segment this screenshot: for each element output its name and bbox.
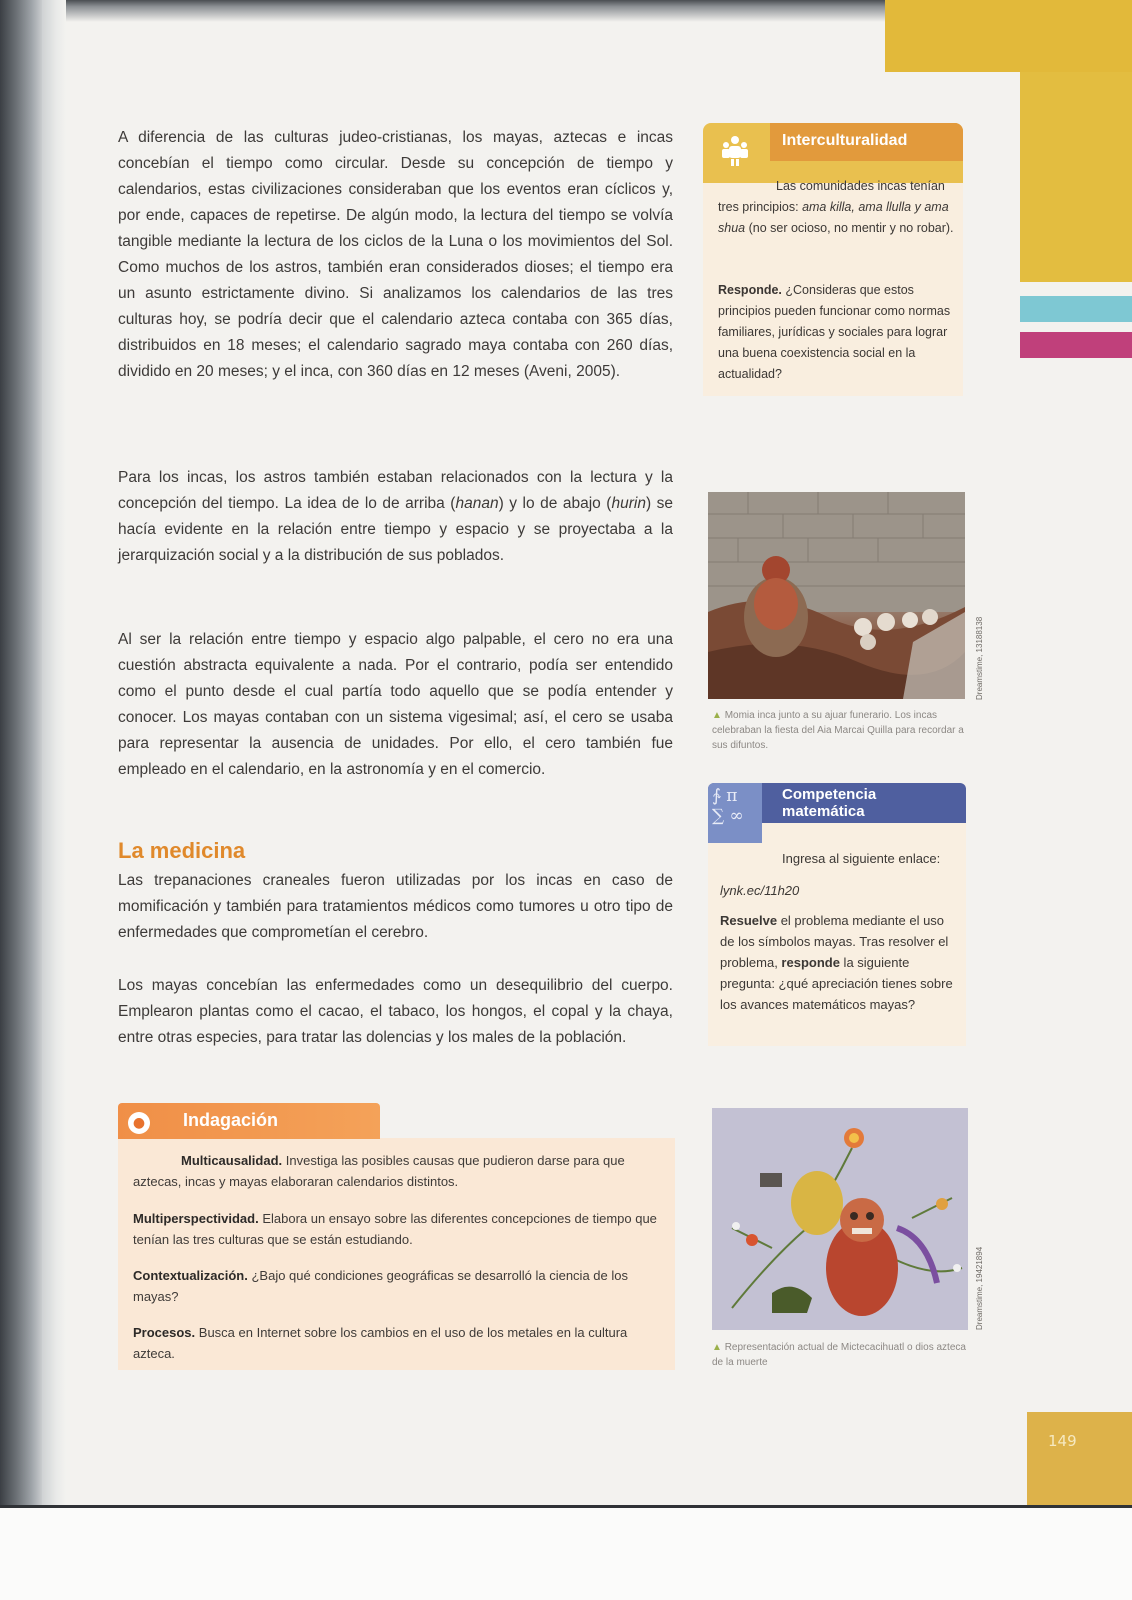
paragraph-calendars: [118, 125, 673, 385]
caption-triangle-icon: ▲: [712, 710, 725, 721]
indagacion-title: Indagación: [183, 1110, 279, 1130]
eye-icon: ●: [128, 1112, 150, 1134]
caption-triangle-icon: ▲: [712, 1342, 725, 1353]
indagacion-item-multiperspectividad: Multiperspectividad. Elabora un ensayo sobre las diferentes concepciones de tiempo que tenían las tres culturas que se están estudiando.: [133, 1211, 657, 1247]
paragraph-cero: [118, 627, 673, 783]
paragraph-1-text: A diferencia de las culturas judeo-cristianas, los mayas, aztecas e incas concebían el tiempo como circular. Desde su concepción de tiempo y calendarios, estas civilizaciones consideraban que los eventos eran cíclicos y, por ende, capaces de repetirse. De algún modo, la lectura del tiempo se volvía tangible mediante la lectura de los ciclos de la Luna o los movimientos del Sol. Como muchos de los astros, también eran considerados dioses; el tiempo era un asunto estrictamente divino. Si analizamos los calendarios de las tres culturas hoy, se podría decir que el calendario azteca contaba con 365 días, distribuidos en 18 meses; el calendario sagrado maya contaba con 260 días, dividido en 20 meses; y el inca, con 360 días en 12 meses (Aveni, 2005).: [118, 129, 673, 380]
page-number-tab: [1027, 1412, 1132, 1505]
page-number: 149: [1048, 1432, 1077, 1450]
paragraph-5-text: Los mayas concebían las enfermedades como un desequilibrio del cuerpo. Emplearon plantas como el cacao, el tabaco, los hongos, el copal y la chaya, entre otras especies, para tratar las dolencias y los males de la población.: [118, 977, 673, 1046]
mummy-photo-caption: ▲ Momia inca junto a su ajuar funerario. Los incas celebraban la fiesta del Aia Marcai Quilla para recordar a sus difuntos.: [712, 710, 964, 751]
interculturalidad-title: Interculturalidad: [782, 132, 908, 149]
interculturalidad-question: Responde. ¿Consideras que estos principios pueden funcionar como normas familiares, jurídicas y sociales para lograr una buena coexistencia social en la actualidad?: [718, 283, 951, 381]
edge-accent-magenta: [1020, 332, 1132, 358]
section-title-medicina: La medicina: [118, 838, 246, 863]
mictecacihuatl-photo-caption: ▲ Representación actual de Mictecacihuatl o dios azteca de la muerte: [712, 1342, 966, 1368]
book-spine-shadow: [0, 0, 42, 1510]
photo-credit: Dreamstime, 19421894: [975, 1246, 984, 1330]
mummy-photo: [708, 492, 965, 699]
photo-credit: Dreamstime, 13188138: [975, 616, 984, 700]
competencia-intro: Ingresa al siguiente enlace:: [782, 851, 941, 866]
mictecacihuatl-photo: [712, 1108, 968, 1330]
indagacion-item-multicausalidad: Multicausalidad. Investiga las posibles causas que pudieron darse para que aztecas, incas y mayas elaboraran calendarios distintos.: [133, 1153, 625, 1189]
edge-accent-cyan: [1020, 296, 1132, 322]
scan-bottom-margin: [0, 1508, 1132, 1600]
edge-accent-gold: [1020, 72, 1132, 282]
indagacion-item-contextualizacion: Contextualización. ¿Bajo qué condiciones geográficas se desarrolló la ciencia de los mayas?: [133, 1268, 628, 1304]
paragraph-trepanaciones: [118, 868, 673, 946]
competencia-instructions: Resuelve el problema mediante el uso de los símbolos mayas. Tras resolver el problema, responde la siguiente pregunta: ¿qué apreciación tienes sobre los avances matemáticos mayas?: [720, 913, 953, 1012]
corner-accent-gold: [885, 0, 1132, 72]
paragraph-3-text: Al ser la relación entre tiempo y espacio algo palpable, el cero no era una cuestión abstracta equivalente a nada. Por el contrario, podía ser entendido como el punto desde el cual partía todo aquello que se podía entender y conocer. Los mayas contaban con un sistema vigesimal; así, el cero se usaba para representar la ausencia de unidades. Por ello, el cero también fue empleado en el calendario, en la astronomía y en el comercio.: [118, 631, 673, 778]
paragraph-2-text: Para los incas, los astros también estaban relacionados con la lectura y la concepción del tiempo. La idea de lo de arriba (hanan) y lo de abajo (hurin) se hacía evidente en la relación entre tiempo y espacio y se proyectaba a la jerarquización social y a la distribución de sus poblados.: [118, 469, 673, 564]
competencia-link[interactable]: lynk.ec/11h20: [720, 883, 800, 898]
interculturalidad-text: Las comunidades incas tenían tres principios: ama killa, ama llulla y ama shua (no ser ocioso, no mentir y no robar).: [718, 179, 954, 235]
people-icon: [718, 132, 752, 175]
indagacion-item-procesos: Procesos. Busca en Internet sobre los cambios en el uso de los metales en la cultura azteca.: [133, 1325, 628, 1361]
competencia-title: Competencia matemática: [782, 786, 877, 820]
paragraph-4-text: Las trepanaciones craneales fueron utilizadas por los incas en caso de momificación y también para tratamientos médicos como tumores u otro tipo de enfermedades que comprometían el cerebro.: [118, 872, 673, 941]
paragraph-incas-astros: [118, 465, 673, 569]
paragraph-mayas-medicina: [118, 973, 673, 1051]
book-spine-fold: [42, 0, 66, 1510]
math-symbols-glyphs: ∱ π ∑ ∞: [712, 786, 744, 826]
